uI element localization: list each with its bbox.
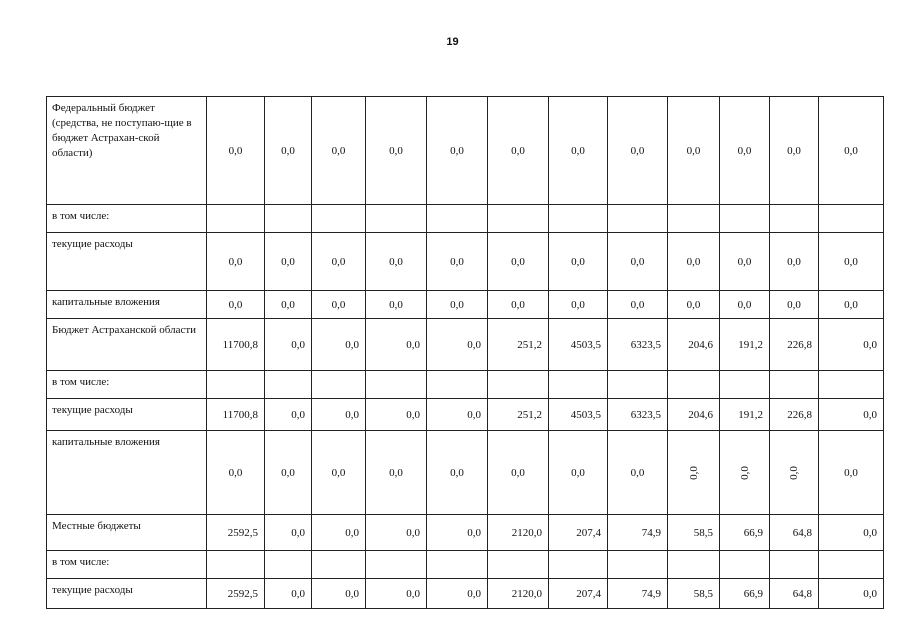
table-cell xyxy=(720,371,770,399)
table-cell: 0,0 xyxy=(819,579,884,609)
table-cell: 0,0 xyxy=(608,431,668,515)
table-cell xyxy=(770,205,819,233)
table-cell: 11700,8 xyxy=(207,399,265,431)
table-cell: 226,8 xyxy=(770,399,819,431)
row-label: в том числе: xyxy=(47,371,207,399)
table-cell xyxy=(312,371,366,399)
table-cell xyxy=(488,551,549,579)
table-cell xyxy=(366,371,427,399)
table-cell: 0,0 xyxy=(549,97,608,205)
table-cell: 0,0 xyxy=(265,291,312,319)
row-label: Бюджет Астраханской области xyxy=(47,319,207,371)
table-cell: 0,0 xyxy=(819,399,884,431)
table-cell xyxy=(770,431,819,515)
table-cell: 0,0 xyxy=(819,97,884,205)
table-cell: 0,0 xyxy=(608,97,668,205)
table-cell xyxy=(549,205,608,233)
table-cell: 66,9 xyxy=(720,515,770,551)
table-cell xyxy=(488,371,549,399)
table-cell: 2592,5 xyxy=(207,515,265,551)
table-cell xyxy=(312,205,366,233)
table-cell: 0,0 xyxy=(427,97,488,205)
table-cell xyxy=(608,205,668,233)
table-cell xyxy=(720,431,770,515)
table-cell: 64,8 xyxy=(770,579,819,609)
table-cell: 0,0 xyxy=(720,97,770,205)
table-cell xyxy=(720,551,770,579)
table-cell: 204,6 xyxy=(668,399,720,431)
table-row xyxy=(47,399,884,431)
table-cell: 207,4 xyxy=(549,515,608,551)
table-cell: 0,0 xyxy=(549,431,608,515)
table-cell xyxy=(668,371,720,399)
table-cell: 0,0 xyxy=(608,233,668,291)
table-cell: 0,0 xyxy=(549,291,608,319)
table-cell: 0,0 xyxy=(427,399,488,431)
page-number: 19 xyxy=(446,36,459,48)
table-cell: 0,0 xyxy=(770,233,819,291)
table-row xyxy=(47,371,884,399)
table-cell: 0,0 xyxy=(366,431,427,515)
table-cell: 4503,5 xyxy=(549,319,608,371)
table-cell xyxy=(427,205,488,233)
table-cell: 251,2 xyxy=(488,319,549,371)
table-cell xyxy=(549,371,608,399)
table-cell: 0,0 xyxy=(312,515,366,551)
table-cell: 0,0 xyxy=(207,291,265,319)
table-cell: 0,0 xyxy=(770,97,819,205)
table-cell xyxy=(819,551,884,579)
table-cell: 0,0 xyxy=(312,319,366,371)
table-cell: 191,2 xyxy=(720,399,770,431)
budget-table xyxy=(46,96,884,609)
table-cell: 0,0 xyxy=(668,291,720,319)
table-cell xyxy=(819,205,884,233)
table-cell xyxy=(608,371,668,399)
table-cell: 0,0 xyxy=(366,515,427,551)
table-cell: 0,0 xyxy=(427,515,488,551)
table-cell: 2120,0 xyxy=(488,579,549,609)
table-cell xyxy=(366,551,427,579)
table-cell: 4503,5 xyxy=(549,399,608,431)
table-cell xyxy=(668,551,720,579)
row-label: Местные бюджеты xyxy=(47,515,207,551)
table-row xyxy=(47,205,884,233)
table-cell xyxy=(265,551,312,579)
table-row xyxy=(47,515,884,551)
table-cell xyxy=(819,371,884,399)
table-cell xyxy=(265,371,312,399)
row-label: текущие расходы xyxy=(47,579,207,609)
table-cell: 0,0 xyxy=(819,515,884,551)
table-cell: 58,5 xyxy=(668,579,720,609)
table-cell xyxy=(608,551,668,579)
table-cell: 0,0 xyxy=(207,233,265,291)
table-row xyxy=(47,551,884,579)
table-cell: 0,0 xyxy=(427,291,488,319)
table-cell xyxy=(549,551,608,579)
table-cell: 0,0 xyxy=(549,233,608,291)
table-cell xyxy=(366,205,427,233)
table-cell: 2120,0 xyxy=(488,515,549,551)
table-cell xyxy=(770,371,819,399)
table-cell-value: 0,0 xyxy=(687,465,700,480)
table-cell: 0,0 xyxy=(720,233,770,291)
table-cell: 74,9 xyxy=(608,579,668,609)
row-label: капитальные вложения xyxy=(47,291,207,319)
table-cell: 0,0 xyxy=(819,319,884,371)
row-label: в том числе: xyxy=(47,205,207,233)
table-cell xyxy=(720,205,770,233)
table-cell: 207,4 xyxy=(549,579,608,609)
table-cell: 0,0 xyxy=(488,97,549,205)
table-row xyxy=(47,233,884,291)
table-cell: 0,0 xyxy=(366,399,427,431)
table-cell: 2592,5 xyxy=(207,579,265,609)
table-cell-value: 0,0 xyxy=(738,465,751,480)
table-cell: 0,0 xyxy=(668,97,720,205)
table-row xyxy=(47,579,884,609)
table-cell: 0,0 xyxy=(312,399,366,431)
table-cell: 0,0 xyxy=(488,291,549,319)
table-cell xyxy=(427,371,488,399)
row-label: Федеральный бюджет (средства, не поступаю-щие в бюджет Астрахан-ской области) xyxy=(47,97,207,205)
table-cell: 0,0 xyxy=(265,233,312,291)
table-cell: 0,0 xyxy=(608,291,668,319)
table-cell: 74,9 xyxy=(608,515,668,551)
table-cell xyxy=(207,371,265,399)
table-cell: 0,0 xyxy=(366,319,427,371)
table-cell: 0,0 xyxy=(312,431,366,515)
table-cell: 0,0 xyxy=(312,579,366,609)
table-cell: 6323,5 xyxy=(608,399,668,431)
table-cell: 58,5 xyxy=(668,515,720,551)
table-cell xyxy=(207,551,265,579)
table-cell: 0,0 xyxy=(427,233,488,291)
row-label: текущие расходы xyxy=(47,233,207,291)
table-cell: 0,0 xyxy=(720,291,770,319)
table-cell: 251,2 xyxy=(488,399,549,431)
table-cell: 0,0 xyxy=(819,291,884,319)
table-cell xyxy=(427,551,488,579)
table-cell: 0,0 xyxy=(819,233,884,291)
table-cell xyxy=(668,205,720,233)
table-cell: 0,0 xyxy=(265,97,312,205)
table-row xyxy=(47,431,884,515)
table-cell: 11700,8 xyxy=(207,319,265,371)
table-cell xyxy=(265,205,312,233)
table-cell xyxy=(668,431,720,515)
table-cell xyxy=(770,551,819,579)
row-label: в том числе: xyxy=(47,551,207,579)
row-label: капитальные вложения xyxy=(47,431,207,515)
table-cell: 0,0 xyxy=(265,579,312,609)
table-cell: 0,0 xyxy=(312,97,366,205)
table-cell: 0,0 xyxy=(488,233,549,291)
table-cell: 204,6 xyxy=(668,319,720,371)
table-cell: 0,0 xyxy=(427,431,488,515)
table-row xyxy=(47,291,884,319)
table-cell: 0,0 xyxy=(207,431,265,515)
table-cell: 0,0 xyxy=(312,233,366,291)
table-cell-value: 0,0 xyxy=(788,465,800,480)
table-cell: 0,0 xyxy=(488,431,549,515)
table-cell: 0,0 xyxy=(366,579,427,609)
table-cell: 0,0 xyxy=(366,97,427,205)
table-cell: 0,0 xyxy=(265,515,312,551)
table-cell: 0,0 xyxy=(819,431,884,515)
table-row xyxy=(47,319,884,371)
table-cell: 0,0 xyxy=(265,431,312,515)
table-body xyxy=(47,97,884,609)
table-row xyxy=(47,97,884,205)
table-cell xyxy=(488,205,549,233)
row-label: текущие расходы xyxy=(47,399,207,431)
table-cell: 0,0 xyxy=(265,399,312,431)
table-cell: 0,0 xyxy=(312,291,366,319)
table-cell: 66,9 xyxy=(720,579,770,609)
table-cell: 0,0 xyxy=(668,233,720,291)
table-cell: 0,0 xyxy=(427,579,488,609)
table-cell: 0,0 xyxy=(366,291,427,319)
table-cell: 0,0 xyxy=(770,291,819,319)
table-cell: 0,0 xyxy=(265,319,312,371)
table-cell: 64,8 xyxy=(770,515,819,551)
table-cell xyxy=(312,551,366,579)
table-cell: 0,0 xyxy=(427,319,488,371)
table-cell: 226,8 xyxy=(770,319,819,371)
table-cell: 0,0 xyxy=(207,97,265,205)
table-cell: 6323,5 xyxy=(608,319,668,371)
table-cell xyxy=(207,205,265,233)
table-cell: 0,0 xyxy=(366,233,427,291)
table-cell: 191,2 xyxy=(720,319,770,371)
